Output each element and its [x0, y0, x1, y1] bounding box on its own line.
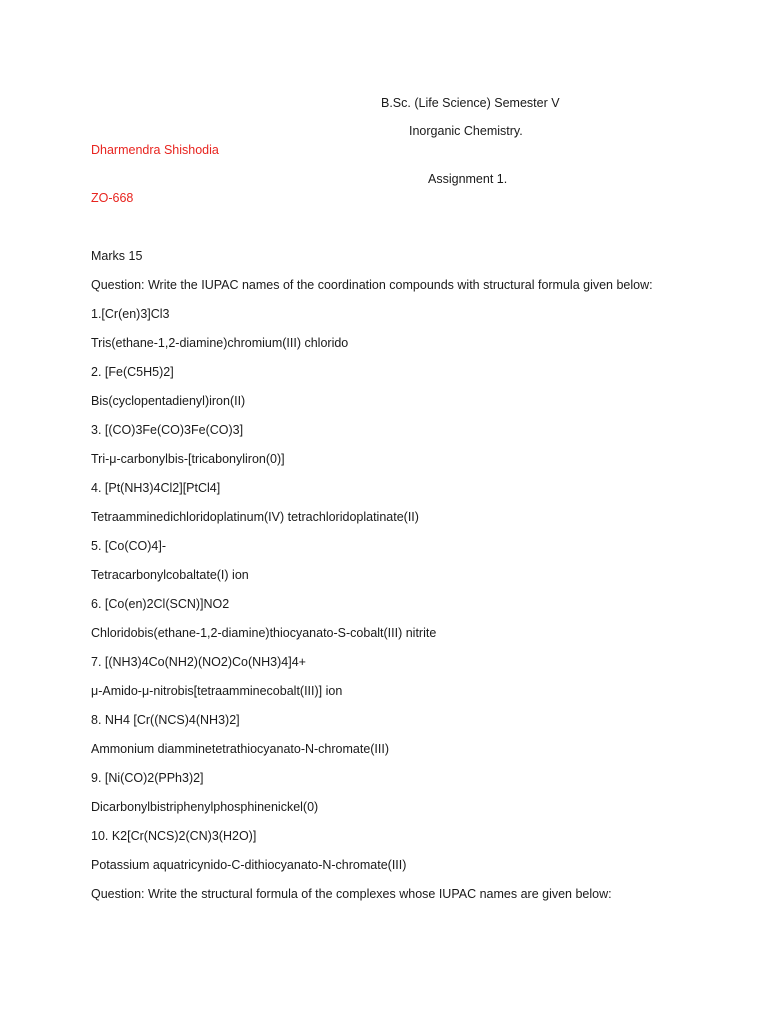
question-1: Question: Write the IUPAC names of the coordination compounds with structural formula given below:	[91, 278, 653, 292]
assignment-heading: Assignment 1.	[428, 172, 508, 186]
item-9-name: Dicarbonylbistriphenylphosphinenickel(0)	[91, 800, 319, 814]
item-7-formula: 7. [(NH3)4Co(NH2)(NO2)Co(NH3)4]4+	[91, 655, 306, 669]
item-7-name: μ-Amido-μ-nitrobis[tetraamminecobalt(III)] ion	[91, 684, 343, 698]
item-5-name: Tetracarbonylcobaltate(I) ion	[91, 568, 249, 582]
marks-label: Marks 15	[91, 249, 143, 263]
item-10-formula: 10. K2[Cr(NCS)2(CN)3(H2O)]	[91, 829, 257, 843]
question-2: Question: Write the structural formula of the complexes whose IUPAC names are given below:	[91, 887, 612, 901]
item-3-formula: 3. [(CO)3Fe(CO)3Fe(CO)3]	[91, 423, 244, 437]
item-10-name: Potassium aquatricynido-C-dithiocyanato-N-chromate(III)	[91, 858, 407, 872]
item-2-name: Bis(cyclopentadienyl)iron(II)	[91, 394, 246, 408]
subject-heading: Inorganic Chemistry.	[409, 124, 523, 138]
item-6-name: Chloridobis(ethane-1,2-diamine)thiocyanato-S-cobalt(III) nitrite	[91, 626, 437, 640]
item-3-name: Tri-μ-carbonylbis-[tricabonyliron(0)]	[91, 452, 285, 466]
roll-number: ZO-668	[91, 191, 134, 205]
item-8-name: Ammonium diamminetetrathiocyanato-N-chromate(III)	[91, 742, 390, 756]
course-heading: B.Sc. (Life Science) Semester V	[381, 96, 560, 110]
item-1-name: Tris(ethane-1,2-diamine)chromium(III) chlorido	[91, 336, 349, 350]
item-4-formula: 4. [Pt(NH3)4Cl2][PtCl4]	[91, 481, 221, 495]
author-name: Dharmendra Shishodia	[91, 143, 219, 157]
item-9-formula: 9. [Ni(CO)2(PPh3)2]	[91, 771, 204, 785]
item-1-formula: 1.[Cr(en)3]Cl3	[91, 307, 170, 321]
item-4-name: Tetraamminedichloridoplatinum(IV) tetrachloridoplatinate(II)	[91, 510, 419, 524]
item-8-formula: 8. NH4 [Cr((NCS)4(NH3)2]	[91, 713, 240, 727]
item-2-formula: 2. [Fe(C5H5)2]	[91, 365, 174, 379]
item-6-formula: 6. [Co(en)2Cl(SCN)]NO2	[91, 597, 230, 611]
item-5-formula: 5. [Co(CO)4]-	[91, 539, 167, 553]
